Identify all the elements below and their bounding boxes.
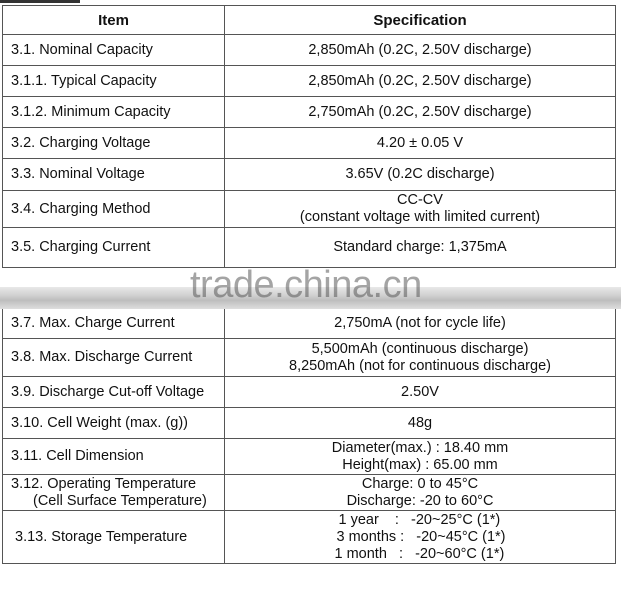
table-row xyxy=(2,128,616,159)
spec-cell xyxy=(225,475,615,510)
table-row xyxy=(2,191,616,228)
item-cell xyxy=(3,128,225,158)
item-text: 3.7. Max. Charge Current xyxy=(11,315,175,331)
spec-text: (constant voltage with limited current) xyxy=(299,209,541,225)
item-cell xyxy=(3,511,225,563)
table-row xyxy=(2,377,616,408)
item-cell xyxy=(3,339,225,376)
spec-cell xyxy=(225,128,615,158)
spec-text: Height(max) : 65.00 mm xyxy=(342,456,498,473)
spec-cell xyxy=(225,408,615,438)
item-text: 3.1. Nominal Capacity xyxy=(11,41,153,58)
item-cell xyxy=(3,439,225,474)
spec-cell xyxy=(225,377,615,407)
item-cell xyxy=(3,475,225,510)
spec-text: 8,250mAh (not for continuous discharge) xyxy=(289,357,551,374)
spec-text: 2,750mA (not for cycle life) xyxy=(334,315,506,331)
item-text: 3.10. Cell Weight (max. (g)) xyxy=(11,414,189,431)
table-header-row xyxy=(2,5,616,35)
item-text: 3.3. Nominal Voltage xyxy=(11,166,145,182)
spec-cell xyxy=(225,511,615,563)
spec-cell xyxy=(225,66,615,96)
spec-cell xyxy=(225,439,615,474)
spec-text: 2,850mAh (0.2C, 2.50V discharge) xyxy=(308,41,532,58)
spec-cell xyxy=(225,97,615,127)
watermark: trade.china.cn xyxy=(190,264,422,306)
item-cell xyxy=(3,408,225,438)
table-row xyxy=(2,35,616,66)
table-row xyxy=(2,511,616,564)
spec-text: 48g xyxy=(407,414,433,431)
spec-text: 5,500mAh (continuous discharge) xyxy=(311,340,529,357)
item-cell xyxy=(3,377,225,407)
spec-text: 2,750mAh (0.2C, 2.50V discharge) xyxy=(308,103,532,120)
spec-text: 3.65V (0.2C discharge) xyxy=(345,166,495,182)
table-row xyxy=(2,475,616,511)
table-row xyxy=(2,308,616,339)
spec-text: Charge: 0 to 45°C xyxy=(361,475,479,492)
item-text: 3.11. Cell Dimension xyxy=(11,448,144,464)
top-edge-line xyxy=(0,0,80,3)
item-text: 3.2. Charging Voltage xyxy=(11,134,151,151)
header-item: Item xyxy=(3,6,225,34)
item-cell xyxy=(3,228,225,267)
table-row xyxy=(2,159,616,191)
item-text: 3.4. Charging Method xyxy=(11,200,151,217)
spec-cell xyxy=(225,159,615,190)
spec-text: 4.20 ± 0.05 V xyxy=(376,134,464,151)
spec-text: 1 month : -20~60°C (1*) xyxy=(334,545,505,562)
spec-cell xyxy=(225,339,615,376)
item-cell xyxy=(3,97,225,127)
item-text: 3.5. Charging Current xyxy=(11,239,151,255)
spec-cell xyxy=(225,309,615,338)
table-row xyxy=(2,339,616,377)
spec-text: 2,850mAh (0.2C, 2.50V discharge) xyxy=(308,72,532,89)
table-row xyxy=(2,408,616,439)
spec-text: CC-CV xyxy=(397,192,443,208)
table-row xyxy=(2,228,616,268)
spec-text: Standard charge: 1,375mA xyxy=(333,239,507,255)
item-text: 3.1.1. Typical Capacity xyxy=(11,72,157,89)
item-text: (Cell Surface Temperature) xyxy=(33,492,207,509)
item-cell xyxy=(3,191,225,227)
spec-text: 2.50V xyxy=(401,383,439,400)
item-text: 3.12. Operating Temperature xyxy=(11,475,197,492)
item-text: 3.9. Discharge Cut-off Voltage xyxy=(11,383,205,400)
spec-cell xyxy=(225,35,615,65)
item-cell xyxy=(3,309,225,338)
spec-text: Discharge: -20 to 60°C xyxy=(346,492,494,509)
table-row xyxy=(2,97,616,128)
spec-text: 3 months : -20~45°C (1*) xyxy=(336,528,506,545)
item-cell xyxy=(3,66,225,96)
item-text: 3.13. Storage Temperature xyxy=(15,528,188,545)
item-text: 3.1.2. Minimum Capacity xyxy=(11,103,171,120)
table-row xyxy=(2,439,616,475)
item-text: 3.8. Max. Discharge Current xyxy=(11,349,193,365)
table-row xyxy=(2,66,616,97)
header-specification: Specification xyxy=(373,11,467,29)
spec-cell xyxy=(225,191,615,227)
spec-text: 1 year : -20~25°C (1*) xyxy=(338,511,501,528)
spec-text: Diameter(max.) : 18.40 mm xyxy=(331,439,509,456)
item-cell xyxy=(3,159,225,190)
item-cell xyxy=(3,35,225,65)
spec-cell xyxy=(225,228,615,267)
